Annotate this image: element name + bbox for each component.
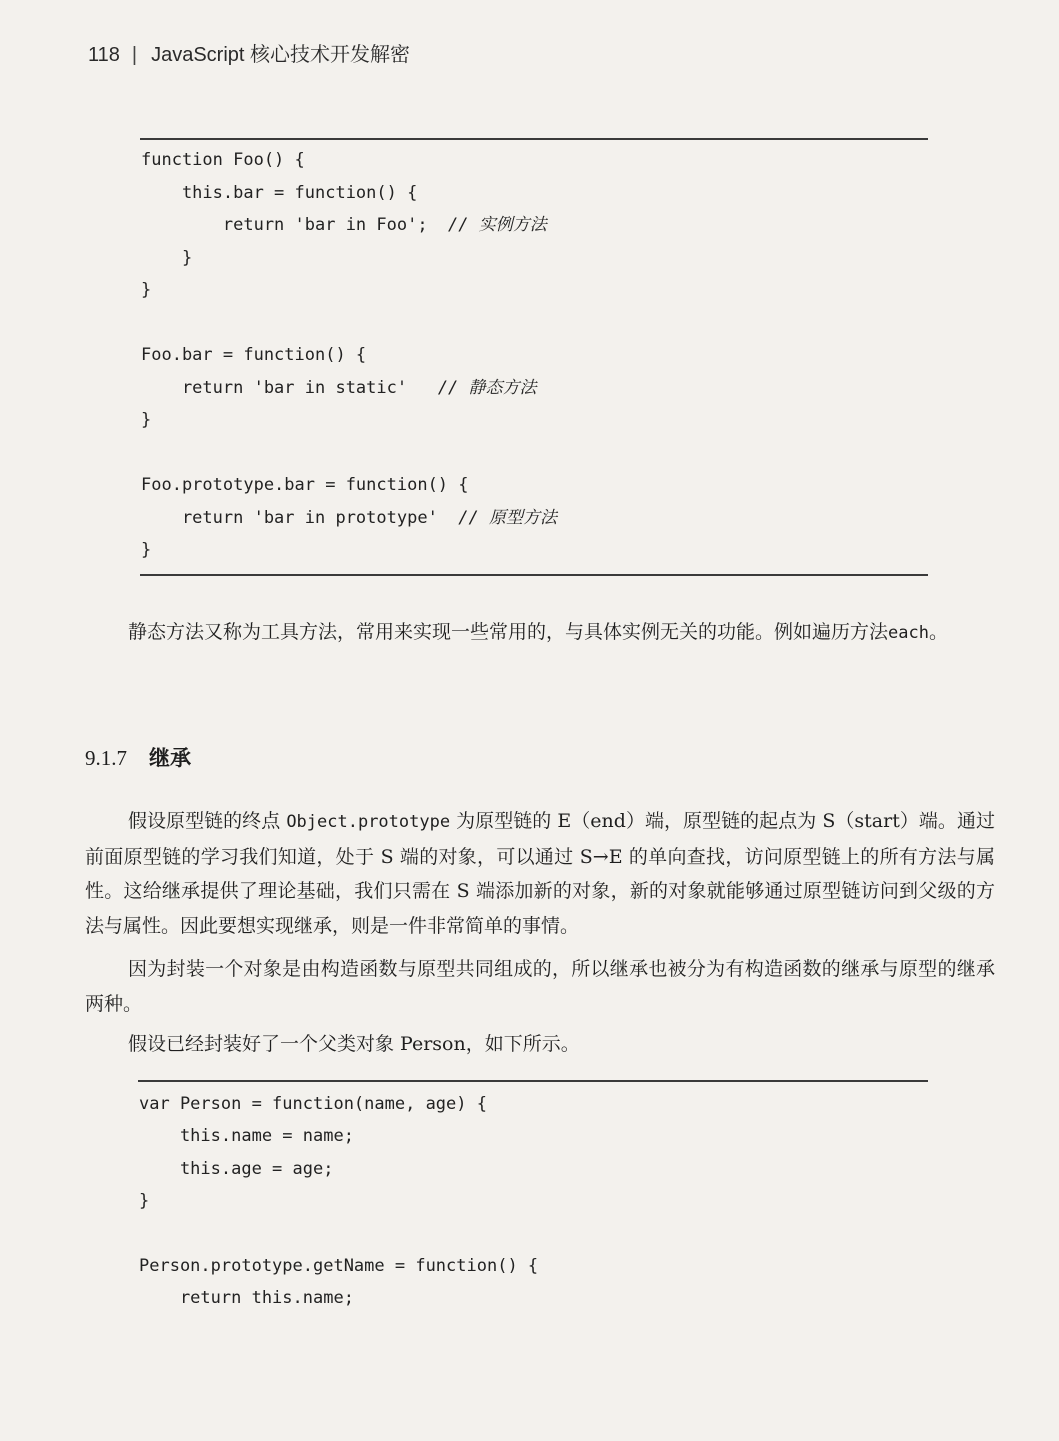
- code-line: function Foo() {: [141, 150, 305, 170]
- code-line: var Person = function(name, age) {: [139, 1094, 487, 1114]
- code-line: this.bar = function() {: [141, 182, 418, 203]
- code-line: [141, 307, 557, 340]
- inline-code: each: [888, 623, 929, 643]
- code-line: return 'bar in prototype' // 原型方法: [141, 507, 557, 528]
- section-title: 继承: [149, 745, 191, 770]
- code-block-2: [139, 1088, 538, 1315]
- code-line: this.name = name;: [139, 1126, 354, 1147]
- code-block-1: [141, 144, 557, 567]
- paragraph-inheritance-types: 因为封装一个对象是由构造函数与原型共同组成的，所以继承也被分为有构造函数的继承与原型的继承两种。: [85, 958, 995, 1015]
- header-separator: |: [131, 44, 138, 66]
- paragraph-person-intro: 假设已经封装好了一个父类对象 Person，如下所示。: [128, 1033, 580, 1055]
- code-line: }: [141, 247, 193, 268]
- running-header: [88, 38, 410, 67]
- code-line: Foo.bar = function() {: [141, 345, 367, 365]
- code-line: [139, 1218, 538, 1250]
- code-block-1-bottom-rule: [140, 574, 928, 576]
- code-line: Foo.prototype.bar = function() {: [141, 475, 469, 495]
- code-line: Person.prototype.getName = function() {: [139, 1255, 539, 1276]
- code-comment: // 实例方法: [448, 215, 547, 235]
- code-line: }: [141, 410, 152, 430]
- paragraph-static-methods: 静态方法又称为工具方法，常用来实现一些常用的，与具体实例无关的功能。例如遍历方法each。: [128, 621, 948, 643]
- code-line: this.age = age;: [139, 1158, 334, 1179]
- code-comment: // 原型方法: [458, 507, 557, 528]
- code-line: [141, 437, 557, 470]
- paragraph-inheritance-intro: 假设原型链的终点 Object.prototype 为原型链的 E（end）端，原型链的起点为 S（start）端。通过前面原型链的学习我们知道，处于 S 端的对象，可以通过 S→E 的单向查找，访问原型链上的所有方法与属性。这给继承提供了理论基础，我们只需在 S 端添加新的对象，新的对象就能够通过原型链访问到父级的方法与属性。因此要想实现继承，则是一件非常简单的事情。: [85, 810, 995, 937]
- page-number: 118: [88, 44, 120, 66]
- code-comment: // 静态方法: [437, 377, 537, 398]
- code-line: }: [139, 1191, 150, 1212]
- code-block-2-top-rule: [138, 1080, 928, 1082]
- code-line: return 'bar in static' // 静态方法: [141, 377, 537, 398]
- inline-code: Object.prototype: [286, 812, 451, 832]
- section-heading: [85, 742, 191, 772]
- book-title: JavaScript 核心技术开发解密: [151, 44, 411, 66]
- code-line: return 'bar in Foo'; // 实例方法: [141, 215, 547, 235]
- section-number: 9.1.7: [85, 746, 127, 770]
- code-line: return this.name;: [139, 1288, 354, 1309]
- code-line: }: [141, 540, 152, 560]
- code-block-1-top-rule: [140, 138, 928, 140]
- code-line: }: [141, 280, 152, 300]
